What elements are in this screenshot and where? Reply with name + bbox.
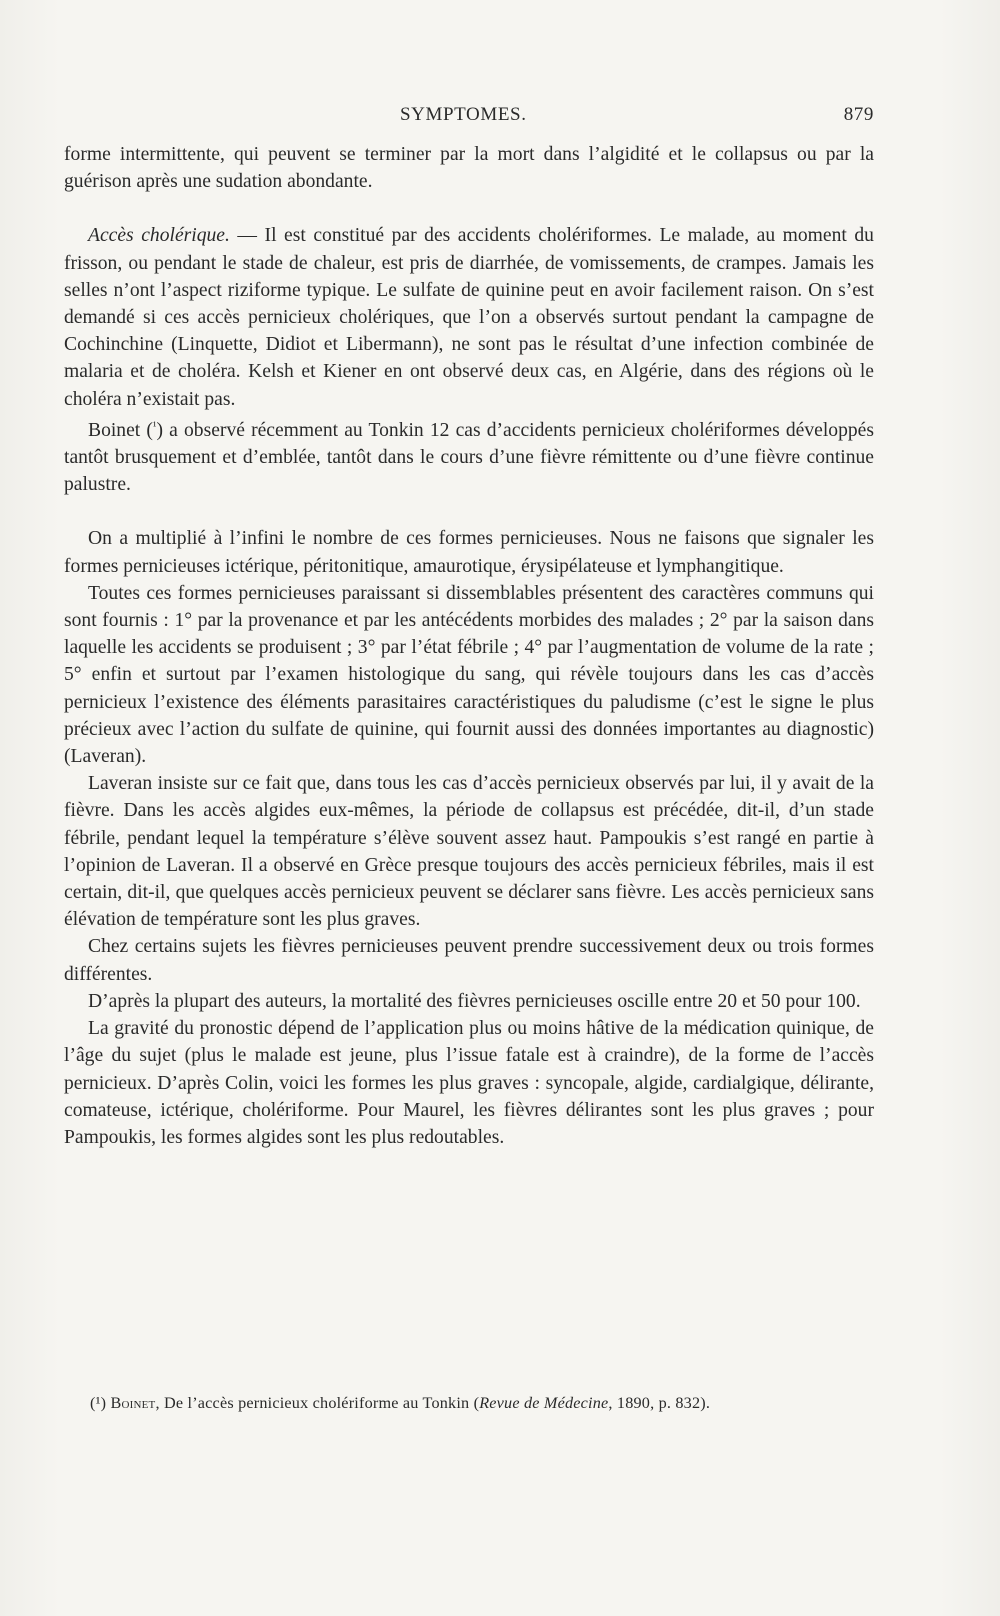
section-title-acces-cholerique: Accès cholérique. — [88, 225, 230, 247]
body-text — [64, 141, 874, 1151]
paragraph-continuation: forme intermittente, qui peuvent se terminer par la mort dans l’algidité et le collapsus ou par la guérison après une sudation abondante. — [64, 144, 874, 193]
footnote — [90, 1392, 890, 1414]
paragraph-mortalite: D’après la plupart des auteurs, la mortalité des fièvres pernicieuses oscille entre 20 et 50 pour 100. — [88, 990, 861, 1012]
paragraph-caracteres: Toutes ces formes pernicieuses paraissant si dissemblables présentent des caractères communs qui sont fournis : 1° par la provenance et par les antécédents morbides des malades ; 2° par la saison dans laquelle les accidents se produisent ; 3° par l’état fébrile ; 4° par l’augmentation de volume de la rate ; 5° enfin et surtout par l’examen histologique du sang, qui révèle toujours dans les cas d’accès pernicieux l’existence des éléments parasitaires caractéristiques du paludisme (c’est le signe le plus précieux avec l’action du sulfate de quinine, qui fournit aussi des données importantes au diagnostic) (Laveran). — [64, 582, 874, 768]
page-header — [64, 104, 874, 130]
paragraph-text: — Il est constitué par des accidents cholériformes. Le malade, au moment du frisson, ou pendant le stade de chaleur, est pris de diarrhée, de vomissements, de crampes. Jamais les selles n’ont l’aspect riziforme typique. Le sulfate de quinine peut en avoir facilement raison. On s’est demandé si ces accès pernicieux cholériques, que l’on a observés surtout pendant la campagne de Cochinchine (Linquette, Didiot et Libermann), ne sont pas le résultat d’une infection combinée de malaria et de choléra. Kelsh et Kiener en ont observé deux cas, en Algérie, dans des régions où le choléra n’existait pas. — [64, 225, 874, 410]
running-title: SYMPTOMES. — [400, 104, 527, 125]
paragraph-acces-cholerique — [64, 222, 874, 412]
footnote-journal: Revue de Médecine — [479, 1394, 609, 1412]
paragraph-laveran: Laveran insiste sur ce fait que, dans tous les cas d’accès pernicieux observés par lui, il y avait de la fièvre. Dans les accès algides eux-mêmes, la période de collapsus est précédée, dit-il, d’un stade fébrile, pendant lequel la température s’élève souvent assez haut. Pampoukis s’est rangé en partie à l’opinion de Laveran. Il a observé en Grèce presque toujours des accès pernicieux fébriles, mais il est certain, dit-il, que quelques accès pernicieux peuvent se déclarer sans fièvre. Les accès pernicieux sans élévation de température sont les plus graves. — [64, 773, 874, 931]
footnote-text-end: , 1890, p. 832). — [608, 1394, 711, 1412]
footnote-author: Boinet — [110, 1394, 156, 1412]
paragraph-boinet — [64, 413, 874, 499]
paragraph-pronostic: La gravité du pronostic dépend de l’application plus ou moins hâtive de la médication quinique, de l’âge du sujet (plus le malade est jeune, plus l’issue fatale est à craindre), de la forme de l’accès pernicieux. D’après Colin, voici les formes les plus graves : syncopale, algide, cardialgique, délirante, comateuse, ictérique, cholériforme. Pour Maurel, les fièvres délirantes sont les plus graves ; pour Pampoukis, les formes algides sont les plus redoutables. — [64, 1018, 874, 1148]
footnote-text: , De l’accès pernicieux cholériforme au Tonkin ( — [155, 1394, 480, 1412]
footnote-reference: ¹ — [152, 418, 157, 433]
paragraph-text: Boinet ( — [88, 419, 153, 441]
paragraph-formes: On a multiplié à l’infini le nombre de ces formes pernicieuses. Nous ne faisons que signaler les formes pernicieuses ictérique, péritonitique, amaurotique, érysipélateuse et lymphangitique. — [64, 528, 874, 577]
footnote-marker: (¹) — [90, 1394, 107, 1412]
page-number: 879 — [843, 104, 874, 125]
paragraph-text: ) a observé récemment au Tonkin 12 cas d’accidents pernicieux cholériformes développés tantôt brusquement et d’emblée, tantôt dans le cours d’une fièvre rémittente ou d’une fièvre continue palustre. — [64, 419, 874, 496]
paragraph-sujets: Chez certains sujets les fièvres pernicieuses peuvent prendre successivement deux ou trois formes différentes. — [64, 936, 874, 985]
